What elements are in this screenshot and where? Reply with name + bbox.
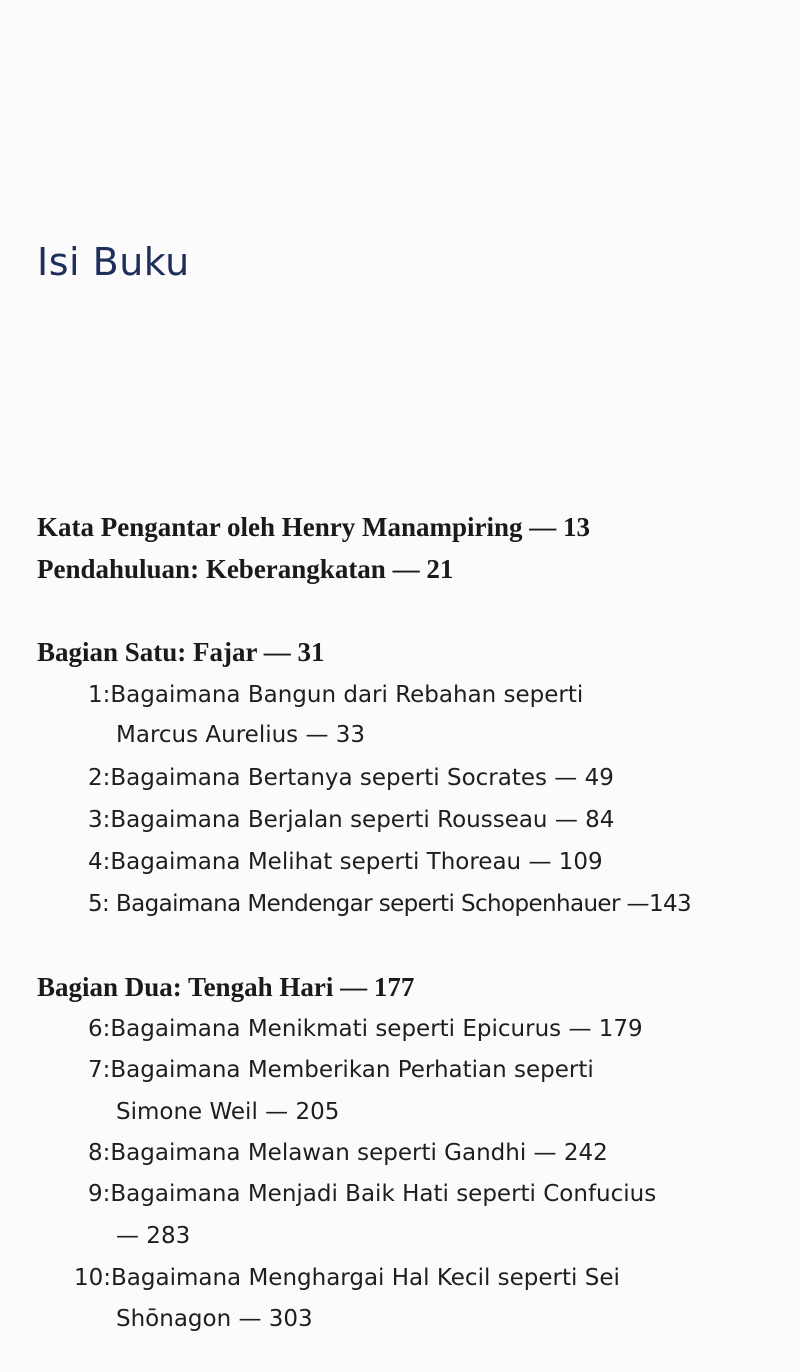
chapter-title: Bagaimana Bertanya seperti Socrates — 49 [110, 765, 614, 791]
chapter-entry-1 [88, 682, 583, 708]
chapter-number: 7: [88, 1057, 111, 1083]
chapter-number: 2: [88, 765, 111, 791]
chapter-title: Bagaimana Menikmati seperti Epicurus — 179 [110, 1016, 643, 1042]
chapter-entry-7 [88, 1057, 594, 1083]
chapter-title: Bagaimana Berjalan seperti Rousseau — 84 [110, 807, 615, 833]
chapter-entry-9 [88, 1181, 656, 1207]
chapter-title: Bagaimana Memberikan Perhatian seperti [110, 1057, 594, 1083]
chapter-title: Bagaimana Bangun dari Rebahan seperti [110, 682, 584, 708]
chapter-number: 9: [88, 1181, 111, 1207]
chapter-entry-2 [88, 765, 614, 791]
chapter-entry-3 [88, 807, 614, 833]
chapter-entry-6 [88, 1016, 643, 1042]
chapter-title: Bagaimana Menghargai Hal Kecil seperti Sei [111, 1265, 620, 1291]
chapter-number: 5: [88, 891, 110, 917]
chapter-title: Bagaimana Menjadi Baik Hati seperti Confucius [110, 1181, 657, 1207]
chapter-title-continued: — 283 [116, 1223, 191, 1249]
chapter-entry-4 [88, 849, 603, 875]
part-heading-one: Bagian Satu: Fajar — 31 [37, 637, 325, 667]
front-matter-introduction: Pendahuluan: Keberangkatan — 21 [37, 554, 454, 584]
chapter-title-continued: Shōnagon — 303 [116, 1306, 313, 1332]
chapter-entry-10 [74, 1265, 620, 1291]
chapter-title-continued: Simone Weil — 205 [116, 1099, 340, 1125]
chapter-number: 4: [88, 849, 111, 875]
chapter-number: 6: [88, 1016, 111, 1042]
chapter-title: Bagaimana Melihat seperti Thoreau — 109 [110, 849, 603, 875]
chapter-entry-8 [88, 1140, 608, 1166]
chapter-number: 8: [88, 1140, 111, 1166]
chapter-number: 3: [88, 807, 111, 833]
chapter-number: 1: [88, 682, 111, 708]
chapter-entry-5 [88, 891, 691, 917]
front-matter-foreword: Kata Pengantar oleh Henry Manampiring — 13 [37, 512, 590, 542]
chapter-title: Bagaimana Mendengar seperti Schopenhauer —143 [109, 891, 692, 917]
part-heading-two: Bagian Dua: Tengah Hari — 177 [37, 972, 415, 1002]
page-title: Isi Buku [37, 240, 190, 284]
chapter-title-continued: Marcus Aurelius — 33 [116, 722, 366, 748]
chapter-title: Bagaimana Melawan seperti Gandhi — 242 [110, 1140, 608, 1166]
chapter-number: 10: [74, 1265, 112, 1291]
